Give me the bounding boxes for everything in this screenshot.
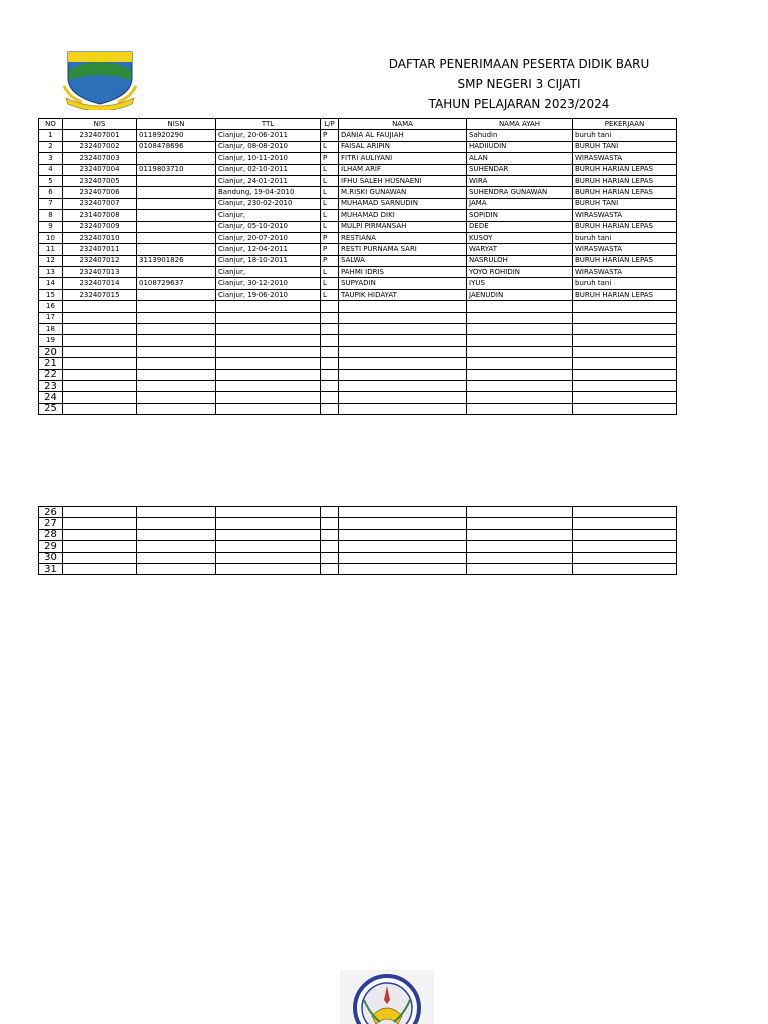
cell-no: 19 bbox=[39, 335, 63, 346]
cell-pekerjaan: BURUH TANI bbox=[573, 198, 677, 209]
cell-nama: DANIA AL FAUJIAH bbox=[339, 130, 467, 141]
cell-no: 4 bbox=[39, 164, 63, 175]
cell-pekerjaan: buruh tani bbox=[573, 232, 677, 243]
cell-no: 31 bbox=[39, 563, 63, 574]
cell-nama: FITRI AULIYANI bbox=[339, 153, 467, 164]
cell-pekerjaan: BURUH HARIAN LEPAS bbox=[573, 221, 677, 232]
cell-lp bbox=[321, 518, 339, 529]
cell-nama-ayah: DEDE bbox=[467, 221, 573, 232]
cell-nama-ayah: SUHENDRA GUNAWAN bbox=[467, 187, 573, 198]
cell-nama-ayah bbox=[467, 541, 573, 552]
cell-lp: L bbox=[321, 221, 339, 232]
cell-no: 6 bbox=[39, 187, 63, 198]
cell-ttl bbox=[216, 518, 321, 529]
cell-nama-ayah bbox=[467, 392, 573, 403]
cell-nama bbox=[339, 507, 467, 518]
cell-nama-ayah bbox=[467, 380, 573, 391]
cell-nama: MULPI PIRMANSAH bbox=[339, 221, 467, 232]
cell-nis bbox=[63, 324, 137, 335]
cell-nisn bbox=[137, 403, 216, 414]
cell-nis bbox=[63, 392, 137, 403]
cell-nama-ayah bbox=[467, 403, 573, 414]
table-row bbox=[39, 301, 677, 312]
table-row bbox=[39, 563, 677, 574]
school-seal-logo bbox=[340, 970, 434, 1024]
cell-nama bbox=[339, 335, 467, 346]
cell-nama-ayah: JAMA bbox=[467, 198, 573, 209]
cell-no: 10 bbox=[39, 232, 63, 243]
cell-no: 28 bbox=[39, 529, 63, 540]
table-row bbox=[39, 541, 677, 552]
cell-pekerjaan: BURUH HARIAN LEPAS bbox=[573, 255, 677, 266]
cell-nama-ayah: ALAN bbox=[467, 153, 573, 164]
cell-nama bbox=[339, 380, 467, 391]
cell-nama bbox=[339, 529, 467, 540]
cell-nisn bbox=[137, 210, 216, 221]
cell-nama: PAHMI IDRIS bbox=[339, 267, 467, 278]
cell-nama-ayah: KUSOY bbox=[467, 232, 573, 243]
table-row bbox=[39, 221, 677, 232]
cell-nisn bbox=[137, 232, 216, 243]
cell-no: 24 bbox=[39, 392, 63, 403]
cell-no: 13 bbox=[39, 267, 63, 278]
cell-nis: 232407002 bbox=[63, 141, 137, 152]
cell-no: 27 bbox=[39, 518, 63, 529]
cell-no: 29 bbox=[39, 541, 63, 552]
cell-ttl: Cianjur, 02-10-2011 bbox=[216, 164, 321, 175]
cell-nisn: 0118920290 bbox=[137, 130, 216, 141]
table-row bbox=[39, 164, 677, 175]
cell-nama: SALWA bbox=[339, 255, 467, 266]
cell-ttl: Cianjur, 08-08-2010 bbox=[216, 141, 321, 152]
cell-lp: L bbox=[321, 289, 339, 300]
cell-pekerjaan bbox=[573, 301, 677, 312]
cell-lp bbox=[321, 529, 339, 540]
cell-no: 18 bbox=[39, 324, 63, 335]
cell-nisn bbox=[137, 153, 216, 164]
cell-nama-ayah: JAENUDIN bbox=[467, 289, 573, 300]
cell-nis bbox=[63, 403, 137, 414]
cell-nama: MUHAMAD DIKI bbox=[339, 210, 467, 221]
cell-nis bbox=[63, 358, 137, 369]
cell-lp bbox=[321, 563, 339, 574]
cell-no: 26 bbox=[39, 507, 63, 518]
cell-nis: 232407003 bbox=[63, 153, 137, 164]
cell-ttl bbox=[216, 301, 321, 312]
cell-nama-ayah: WIRA bbox=[467, 175, 573, 186]
cell-no: 23 bbox=[39, 380, 63, 391]
cell-nisn bbox=[137, 541, 216, 552]
table-row bbox=[39, 141, 677, 152]
cell-nis: 232407011 bbox=[63, 244, 137, 255]
cell-nisn bbox=[137, 507, 216, 518]
cell-ttl: Cianjur, 12-04-2011 bbox=[216, 244, 321, 255]
column-header-nisn: NISN bbox=[137, 119, 216, 130]
cell-nama-ayah bbox=[467, 324, 573, 335]
cell-pekerjaan bbox=[573, 552, 677, 563]
cell-ttl bbox=[216, 541, 321, 552]
cell-nama bbox=[339, 563, 467, 574]
cell-lp bbox=[321, 358, 339, 369]
column-header-nis: NIS bbox=[63, 119, 137, 130]
cell-nama: TAUPIK HIDAYAT bbox=[339, 289, 467, 300]
cell-pekerjaan bbox=[573, 563, 677, 574]
table-row bbox=[39, 232, 677, 243]
cell-nama-ayah bbox=[467, 335, 573, 346]
cell-nis bbox=[63, 346, 137, 357]
cell-lp: P bbox=[321, 255, 339, 266]
cell-nis: 232407007 bbox=[63, 198, 137, 209]
cell-nis: 231407008 bbox=[63, 210, 137, 221]
table-row bbox=[39, 403, 677, 414]
table-row bbox=[39, 267, 677, 278]
cell-nama bbox=[339, 518, 467, 529]
cell-nis bbox=[63, 312, 137, 323]
cell-nis: 232407009 bbox=[63, 221, 137, 232]
cell-no: 8 bbox=[39, 210, 63, 221]
cell-nama bbox=[339, 358, 467, 369]
table-row bbox=[39, 255, 677, 266]
cell-nis bbox=[63, 335, 137, 346]
cell-nama-ayah: NASRULOH bbox=[467, 255, 573, 266]
cell-nisn bbox=[137, 175, 216, 186]
cell-no: 30 bbox=[39, 552, 63, 563]
cell-nisn bbox=[137, 301, 216, 312]
cell-nama-ayah bbox=[467, 358, 573, 369]
cell-nama: RESTI PURNAMA SARI bbox=[339, 244, 467, 255]
cell-pekerjaan bbox=[573, 369, 677, 380]
cell-ttl: Cianjur, 30-12-2010 bbox=[216, 278, 321, 289]
cell-no: 15 bbox=[39, 289, 63, 300]
cell-nisn bbox=[137, 529, 216, 540]
cell-ttl bbox=[216, 552, 321, 563]
cell-ttl: Cianjur, bbox=[216, 210, 321, 221]
cell-ttl: Cianjur, 20-07-2010 bbox=[216, 232, 321, 243]
cell-lp bbox=[321, 369, 339, 380]
cell-nis: 232407013 bbox=[63, 267, 137, 278]
document-header bbox=[360, 54, 678, 114]
cell-no: 11 bbox=[39, 244, 63, 255]
cell-nis bbox=[63, 301, 137, 312]
table-row bbox=[39, 312, 677, 323]
table-row bbox=[39, 244, 677, 255]
table-row bbox=[39, 380, 677, 391]
cell-lp bbox=[321, 346, 339, 357]
cell-nama-ayah bbox=[467, 507, 573, 518]
cell-nisn: 3113901826 bbox=[137, 255, 216, 266]
cell-ttl bbox=[216, 380, 321, 391]
table-row bbox=[39, 198, 677, 209]
cell-nama bbox=[339, 552, 467, 563]
cell-nama bbox=[339, 312, 467, 323]
cell-nama bbox=[339, 541, 467, 552]
cell-nama-ayah: Sahudin bbox=[467, 130, 573, 141]
table-row bbox=[39, 392, 677, 403]
cell-ttl bbox=[216, 358, 321, 369]
cell-ttl bbox=[216, 324, 321, 335]
cell-nis bbox=[63, 541, 137, 552]
cell-nis: 232407012 bbox=[63, 255, 137, 266]
cell-lp: L bbox=[321, 141, 339, 152]
cell-pekerjaan: BURUH HARIAN LEPAS bbox=[573, 164, 677, 175]
table-row bbox=[39, 175, 677, 186]
column-header-nama-ayah: NAMA AYAH bbox=[467, 119, 573, 130]
cell-nama bbox=[339, 346, 467, 357]
cell-nama: ILHAM ARIF bbox=[339, 164, 467, 175]
cell-ttl bbox=[216, 369, 321, 380]
table-row bbox=[39, 346, 677, 357]
cell-nama: M.RISKI GUNAWAN bbox=[339, 187, 467, 198]
cell-pekerjaan bbox=[573, 403, 677, 414]
cell-nama-ayah: SOPIDIN bbox=[467, 210, 573, 221]
cell-ttl: Cianjur, 05-10-2010 bbox=[216, 221, 321, 232]
cell-lp bbox=[321, 380, 339, 391]
cell-pekerjaan bbox=[573, 324, 677, 335]
cell-ttl: Cianjur, 230-02-2010 bbox=[216, 198, 321, 209]
cell-ttl bbox=[216, 335, 321, 346]
student-table bbox=[38, 118, 677, 415]
cell-nisn bbox=[137, 335, 216, 346]
cell-pekerjaan bbox=[573, 358, 677, 369]
cell-nis bbox=[63, 369, 137, 380]
cell-nisn: 0108478696 bbox=[137, 141, 216, 152]
cell-nama-ayah: HADIIUDIN bbox=[467, 141, 573, 152]
cell-ttl: Cianjur, bbox=[216, 267, 321, 278]
cell-lp bbox=[321, 312, 339, 323]
cell-lp bbox=[321, 541, 339, 552]
cell-nama bbox=[339, 403, 467, 414]
cell-pekerjaan: BURUH HARIAN LEPAS bbox=[573, 175, 677, 186]
cell-nis bbox=[63, 563, 137, 574]
cell-nis bbox=[63, 552, 137, 563]
cell-no: 25 bbox=[39, 403, 63, 414]
cell-ttl bbox=[216, 392, 321, 403]
cell-lp: P bbox=[321, 153, 339, 164]
cell-nis bbox=[63, 507, 137, 518]
table-row bbox=[39, 529, 677, 540]
cell-nisn bbox=[137, 392, 216, 403]
cell-pekerjaan: BURUH TANI bbox=[573, 141, 677, 152]
table-row bbox=[39, 210, 677, 221]
cell-nama-ayah: SUHENDAR bbox=[467, 164, 573, 175]
cell-nama-ayah bbox=[467, 518, 573, 529]
cell-pekerjaan bbox=[573, 312, 677, 323]
cell-ttl: Cianjur, 20-06-2011 bbox=[216, 130, 321, 141]
cell-ttl bbox=[216, 529, 321, 540]
table-row bbox=[39, 358, 677, 369]
table-row bbox=[39, 187, 677, 198]
header-title: DAFTAR PENERIMAAN PESERTA DIDIK BARU bbox=[388, 57, 650, 71]
cell-nama: FAISAL ARIPIN bbox=[339, 141, 467, 152]
table-row bbox=[39, 552, 677, 563]
table-row bbox=[39, 335, 677, 346]
cell-no: 22 bbox=[39, 369, 63, 380]
cell-ttl: Bandung, 19-04-2010 bbox=[216, 187, 321, 198]
cell-nama-ayah bbox=[467, 552, 573, 563]
cell-nisn bbox=[137, 324, 216, 335]
cell-no: 9 bbox=[39, 221, 63, 232]
cell-ttl bbox=[216, 312, 321, 323]
cell-nama-ayah bbox=[467, 312, 573, 323]
cell-nis bbox=[63, 529, 137, 540]
cell-lp: L bbox=[321, 267, 339, 278]
cell-pekerjaan: WIRASWASTA bbox=[573, 210, 677, 221]
cell-pekerjaan: WIRASWASTA bbox=[573, 153, 677, 164]
cell-nisn bbox=[137, 518, 216, 529]
table-row bbox=[39, 278, 677, 289]
cell-lp bbox=[321, 552, 339, 563]
cell-nis: 232407004 bbox=[63, 164, 137, 175]
cell-ttl bbox=[216, 507, 321, 518]
cell-nisn bbox=[137, 358, 216, 369]
cell-nama bbox=[339, 301, 467, 312]
cell-lp bbox=[321, 335, 339, 346]
column-header-pekerjaan: PEKERJAAN bbox=[573, 119, 677, 130]
cell-no: 2 bbox=[39, 141, 63, 152]
cell-pekerjaan bbox=[573, 507, 677, 518]
cell-nisn: 0119803710 bbox=[137, 164, 216, 175]
cell-nama bbox=[339, 369, 467, 380]
cell-nama-ayah bbox=[467, 346, 573, 357]
cell-pekerjaan bbox=[573, 392, 677, 403]
cell-lp: L bbox=[321, 187, 339, 198]
cell-pekerjaan: buruh tani bbox=[573, 130, 677, 141]
cell-lp bbox=[321, 403, 339, 414]
cell-nama-ayah bbox=[467, 369, 573, 380]
cell-ttl: Cianjur, 18-10-2011 bbox=[216, 255, 321, 266]
cell-nis: 232407005 bbox=[63, 175, 137, 186]
cell-lp bbox=[321, 324, 339, 335]
column-header-ttl: TTL bbox=[216, 119, 321, 130]
cell-nama: MUHAMAD SARNUDIN bbox=[339, 198, 467, 209]
cell-ttl: Cianjur, 10-11-2010 bbox=[216, 153, 321, 164]
table-row bbox=[39, 369, 677, 380]
cell-lp: L bbox=[321, 278, 339, 289]
cell-nama bbox=[339, 324, 467, 335]
cell-nama bbox=[339, 392, 467, 403]
cell-pekerjaan bbox=[573, 380, 677, 391]
cell-nama-ayah bbox=[467, 529, 573, 540]
cell-pekerjaan bbox=[573, 346, 677, 357]
table-row bbox=[39, 518, 677, 529]
table-row bbox=[39, 289, 677, 300]
cell-lp: P bbox=[321, 130, 339, 141]
cell-nisn bbox=[137, 244, 216, 255]
cell-nama: RESTIANA bbox=[339, 232, 467, 243]
cell-pekerjaan bbox=[573, 529, 677, 540]
cell-nama: IFHU SALEH HUSNAENI bbox=[339, 175, 467, 186]
cell-pekerjaan: BURUH HARIAN LEPAS bbox=[573, 187, 677, 198]
cell-nisn bbox=[137, 346, 216, 357]
cell-nama-ayah: IYUS bbox=[467, 278, 573, 289]
cell-lp: L bbox=[321, 210, 339, 221]
cell-nisn bbox=[137, 289, 216, 300]
cell-no: 21 bbox=[39, 358, 63, 369]
cell-pekerjaan: buruh tani bbox=[573, 278, 677, 289]
cell-nisn bbox=[137, 221, 216, 232]
cell-no: 17 bbox=[39, 312, 63, 323]
cell-no: 20 bbox=[39, 346, 63, 357]
cell-lp bbox=[321, 392, 339, 403]
cell-no: 12 bbox=[39, 255, 63, 266]
cell-nis: 232407006 bbox=[63, 187, 137, 198]
cell-lp: P bbox=[321, 232, 339, 243]
cell-nisn bbox=[137, 198, 216, 209]
cell-pekerjaan bbox=[573, 518, 677, 529]
cell-ttl bbox=[216, 346, 321, 357]
cell-ttl: Cianjur, 19-06-2010 bbox=[216, 289, 321, 300]
table-row bbox=[39, 507, 677, 518]
cell-lp: L bbox=[321, 164, 339, 175]
cell-no: 14 bbox=[39, 278, 63, 289]
cell-pekerjaan bbox=[573, 335, 677, 346]
cell-no: 3 bbox=[39, 153, 63, 164]
cell-no: 16 bbox=[39, 301, 63, 312]
cell-nisn: 0108729637 bbox=[137, 278, 216, 289]
cell-nis bbox=[63, 518, 137, 529]
column-header-nama: NAMA bbox=[339, 119, 467, 130]
cell-nisn bbox=[137, 552, 216, 563]
cell-nama-ayah: YOYO ROHIDIN bbox=[467, 267, 573, 278]
cell-ttl: Cianjur, 24-01-2011 bbox=[216, 175, 321, 186]
header-school: SMP NEGERI 3 CIJATI bbox=[457, 77, 581, 91]
cell-lp bbox=[321, 507, 339, 518]
cell-ttl bbox=[216, 563, 321, 574]
cell-pekerjaan: BURUH HARIAN LEPAS bbox=[573, 289, 677, 300]
cell-pekerjaan: WIRASWASTA bbox=[573, 267, 677, 278]
cell-lp: L bbox=[321, 198, 339, 209]
cell-lp: L bbox=[321, 175, 339, 186]
cell-ttl bbox=[216, 403, 321, 414]
cell-nisn bbox=[137, 267, 216, 278]
cell-nama-ayah: WARYAT bbox=[467, 244, 573, 255]
cell-pekerjaan bbox=[573, 541, 677, 552]
table-row bbox=[39, 153, 677, 164]
header-year: TAHUN PELAJARAN 2023/2024 bbox=[428, 97, 610, 111]
cell-no: 7 bbox=[39, 198, 63, 209]
cell-nisn bbox=[137, 369, 216, 380]
cell-nis: 232407014 bbox=[63, 278, 137, 289]
cell-nis: 232407010 bbox=[63, 232, 137, 243]
table-row bbox=[39, 130, 677, 141]
cell-no: 5 bbox=[39, 175, 63, 186]
cell-nisn bbox=[137, 380, 216, 391]
cell-nisn bbox=[137, 187, 216, 198]
student-table-continued bbox=[38, 506, 677, 575]
cell-nis bbox=[63, 380, 137, 391]
column-header-no: NO bbox=[39, 119, 63, 130]
cell-nama-ayah bbox=[467, 563, 573, 574]
cell-no: 1 bbox=[39, 130, 63, 141]
table-row bbox=[39, 324, 677, 335]
regency-logo bbox=[60, 48, 140, 110]
cell-nama: SUPYADIN bbox=[339, 278, 467, 289]
cell-lp bbox=[321, 301, 339, 312]
cell-nis: 232407015 bbox=[63, 289, 137, 300]
cell-lp: P bbox=[321, 244, 339, 255]
cell-nama-ayah bbox=[467, 301, 573, 312]
table-header-row bbox=[39, 119, 677, 130]
cell-nis: 232407001 bbox=[63, 130, 137, 141]
cell-nisn bbox=[137, 312, 216, 323]
cell-pekerjaan: WIRASWASTA bbox=[573, 244, 677, 255]
column-header-lp: L/P bbox=[321, 119, 339, 130]
cell-nisn bbox=[137, 563, 216, 574]
